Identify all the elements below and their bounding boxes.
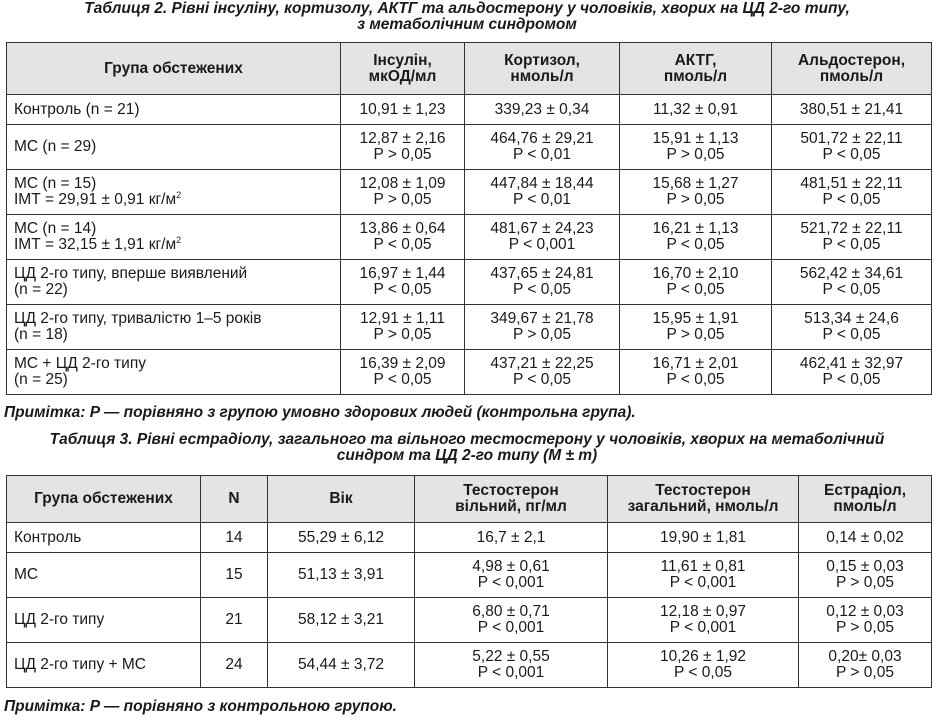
table3-cell-age: 55,29 ± 6,12	[268, 523, 415, 553]
table2-cell-acth: 16,71 ± 2,01 P < 0,05	[620, 350, 772, 395]
table3-cell-estradiol: 0,20± 0,03 P > 0,05	[799, 643, 932, 688]
table2-header-row	[7, 43, 932, 95]
table2-cell-group: МС (n = 15) ІМТ = 29,91 ± 0,91 $кг/м^2$	[7, 170, 341, 215]
table3-header-estradiol: Естрадіол, пмоль/л	[799, 476, 932, 523]
table2-cell-cortisol: 349,67 ± 21,78 P > 0,05	[465, 305, 620, 350]
table2-cell-aldosterone: 513,34 ± 24,6 P < 0,05	[772, 305, 932, 350]
table3-caption-line: Таблиця 3. Рівні естрадіолу, загального та вільного тестостерону у чоловіків, хворих на метаболічний	[49, 431, 885, 448]
table3-cell-group: ЦД 2-го типу + МС	[7, 643, 201, 688]
table2-cell-cortisol: 339,23 ± 0,34	[465, 95, 620, 125]
unit-superscript: 2	[176, 234, 182, 245]
table3-cell-total-testosterone: 19,90 ± 1,81	[608, 523, 799, 553]
table2-cell-insulin: 12,08 ± 1,09 P > 0,05	[341, 170, 465, 215]
table2-cell-group: МС (n = 14) ІМТ = 32,15 ± 1,91 $кг/м^2$	[7, 215, 341, 260]
table3-cell-n: 21	[201, 598, 268, 643]
table3-header-row	[7, 476, 932, 523]
table3-cell-n: 15	[201, 553, 268, 598]
table3-row	[7, 523, 932, 553]
table3	[6, 475, 932, 688]
table3-header-age: Вік	[268, 476, 415, 523]
table3-cell-group: МС	[7, 553, 201, 598]
table2-body	[7, 95, 932, 395]
table2-row	[7, 170, 932, 215]
table3-cell-free-testosterone: 6,80 ± 0,71 P < 0,001	[415, 598, 608, 643]
table2-cell-acth: 15,91 ± 1,13 P > 0,05	[620, 125, 772, 170]
table3-cell-age: 58,12 ± 3,21	[268, 598, 415, 643]
table3-caption-line: синдром та ЦД 2-го типу (M ± m)	[336, 447, 598, 464]
unit-superscript: 2	[176, 189, 182, 200]
table3-header-n: N	[201, 476, 268, 523]
table2-row	[7, 125, 932, 170]
table3-header-free-testosterone: Тестостерон вільний, пг/мл	[415, 476, 608, 523]
table3-cell-group: ЦД 2-го типу	[7, 598, 201, 643]
table2-cell-acth: 11,32 ± 0,91	[620, 95, 772, 125]
table3-header-total-testosterone: Тестостерон загальний, нмоль/л	[608, 476, 799, 523]
table2-cell-aldosterone: 481,51 ± 22,11 P < 0,05	[772, 170, 932, 215]
table3-row	[7, 643, 932, 688]
table2-cell-cortisol: 437,65 ± 24,81 P < 0,05	[465, 260, 620, 305]
table3-cell-total-testosterone: 10,26 ± 1,92 P < 0,05	[608, 643, 799, 688]
table3-cell-group: Контроль	[7, 523, 201, 553]
table3-caption	[4, 432, 930, 464]
table2-cell-insulin: 10,91 ± 1,23	[341, 95, 465, 125]
table2-row	[7, 95, 932, 125]
table2-header-cortisol: Кортизол, нмоль/л	[465, 43, 620, 95]
table3-cell-free-testosterone: 4,98 ± 0,61 P < 0,001	[415, 553, 608, 598]
table3-cell-free-testosterone: 16,7 ± 2,1	[415, 523, 608, 553]
table2-cell-cortisol: 481,67 ± 24,23 P < 0,001	[465, 215, 620, 260]
table2	[6, 42, 932, 395]
table2-note: Примітка: P — порівняно з групою умовно здорових людей (контрольна група).	[4, 404, 636, 421]
table2-row	[7, 350, 932, 395]
table2-header-acth: АКТГ, пмоль/л	[620, 43, 772, 95]
table3-cell-estradiol: 0,15 ± 0,03 P > 0,05	[799, 553, 932, 598]
table2-cell-acth: 15,95 ± 1,91 P > 0,05	[620, 305, 772, 350]
table3-cell-estradiol: 0,12 ± 0,03 P > 0,05	[799, 598, 932, 643]
table3-cell-total-testosterone: 12,18 ± 0,97 P < 0,001	[608, 598, 799, 643]
table2-row	[7, 305, 932, 350]
table2-header-group: Група обстежених	[7, 43, 341, 95]
table3-note: Примітка: P — порівняно з контрольною групою.	[4, 698, 397, 715]
table2-cell-cortisol: 447,84 ± 18,44 P < 0,01	[465, 170, 620, 215]
table3-row	[7, 553, 932, 598]
table2-cell-group: МС + ЦД 2-го типу (n = 25)	[7, 350, 341, 395]
table2-cell-aldosterone: 562,42 ± 34,61 P < 0,05	[772, 260, 932, 305]
table2-caption-line: Таблиця 2. Рівні інсуліну, кортизолу, АКТГ та альдостерону у чоловіків, хворих на ЦД 2-го типу,	[84, 0, 850, 17]
table2-row	[7, 215, 932, 260]
table2-caption	[4, 1, 930, 33]
table3-cell-age: 54,44 ± 3,72	[268, 643, 415, 688]
table2-row	[7, 260, 932, 305]
table2-header-insulin: Інсулін, мкОД/мл	[341, 43, 465, 95]
table3-cell-total-testosterone: 11,61 ± 0,81 P < 0,001	[608, 553, 799, 598]
table3-header-group: Група обстежених	[7, 476, 201, 523]
table2-cell-group: Контроль (n = 21)	[7, 95, 341, 125]
table2-cell-insulin: 16,39 ± 2,09 P < 0,05	[341, 350, 465, 395]
table2-cell-aldosterone: 380,51 ± 21,41	[772, 95, 932, 125]
table2-header-aldosterone: Альдостерон, пмоль/л	[772, 43, 932, 95]
table2-cell-acth: 16,21 ± 1,13 P < 0,05	[620, 215, 772, 260]
table2-caption-line: з метаболічним синдромом	[357, 16, 577, 33]
table3-cell-estradiol: 0,14 ± 0,02	[799, 523, 932, 553]
table3-cell-age: 51,13 ± 3,91	[268, 553, 415, 598]
table2-cell-cortisol: 464,76 ± 29,21 P < 0,01	[465, 125, 620, 170]
table2-cell-aldosterone: 521,72 ± 22,11 P < 0,05	[772, 215, 932, 260]
table2-cell-group: МС (n = 29)	[7, 125, 341, 170]
table2-cell-insulin: 16,97 ± 1,44 P < 0,05	[341, 260, 465, 305]
table2-cell-aldosterone: 462,41 ± 32,97 P < 0,05	[772, 350, 932, 395]
table2-cell-cortisol: 437,21 ± 22,25 P < 0,05	[465, 350, 620, 395]
table3-cell-n: 14	[201, 523, 268, 553]
table2-cell-acth: 16,70 ± 2,10 P < 0,05	[620, 260, 772, 305]
table2-cell-insulin: 12,87 ± 2,16 P > 0,05	[341, 125, 465, 170]
table2-cell-acth: 15,68 ± 1,27 P > 0,05	[620, 170, 772, 215]
table2-cell-group: ЦД 2-го типу, вперше виявлений (n = 22)	[7, 260, 341, 305]
table3-row	[7, 598, 932, 643]
table3-cell-free-testosterone: 5,22 ± 0,55 P < 0,001	[415, 643, 608, 688]
table2-cell-insulin: 13,86 ± 0,64 P < 0,05	[341, 215, 465, 260]
table3-body	[7, 523, 932, 688]
table3-cell-n: 24	[201, 643, 268, 688]
table2-cell-aldosterone: 501,72 ± 22,11 P < 0,05	[772, 125, 932, 170]
table2-cell-insulin: 12,91 ± 1,11 P > 0,05	[341, 305, 465, 350]
table2-cell-group: ЦД 2-го типу, тривалістю 1–5 років (n = 18)	[7, 305, 341, 350]
